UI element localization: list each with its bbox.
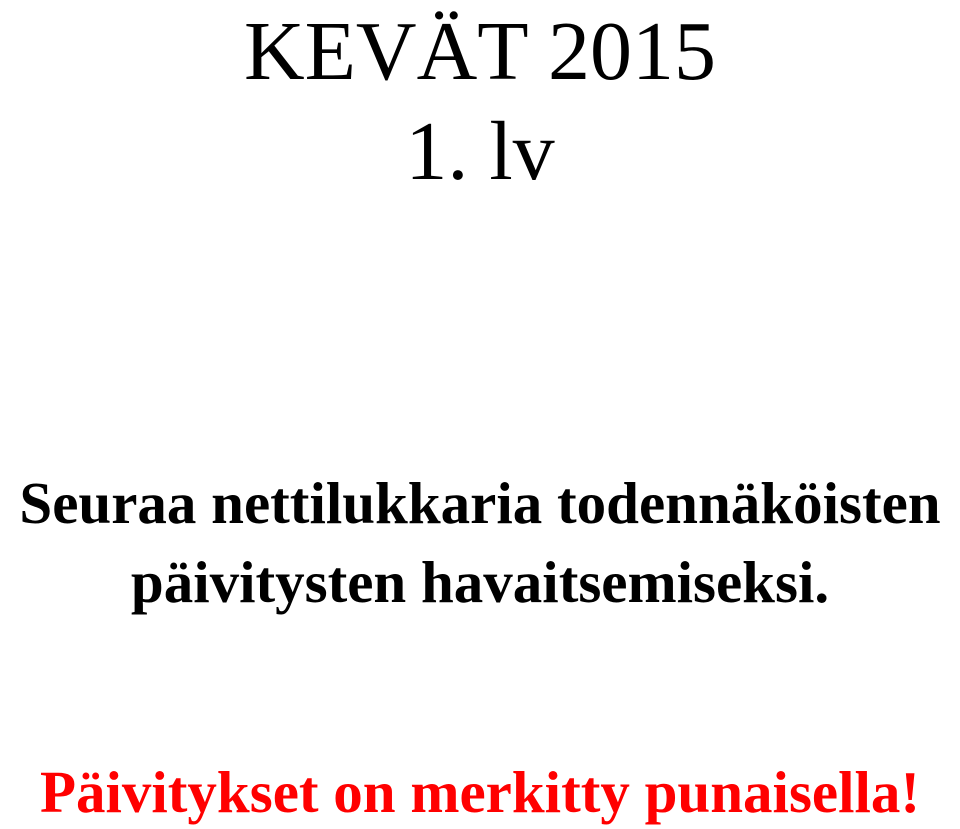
period-title: 1. lv: [405, 105, 555, 198]
notice-line-1: Seuraa nettilukkaria todennäköisten: [19, 470, 941, 536]
semester-title: KEVÄT 2015: [243, 5, 717, 98]
notice-line-2: päivitysten havaitsemiseksi.: [130, 549, 830, 615]
update-note: Päivitykset on merkitty punaisella!: [39, 759, 921, 825]
